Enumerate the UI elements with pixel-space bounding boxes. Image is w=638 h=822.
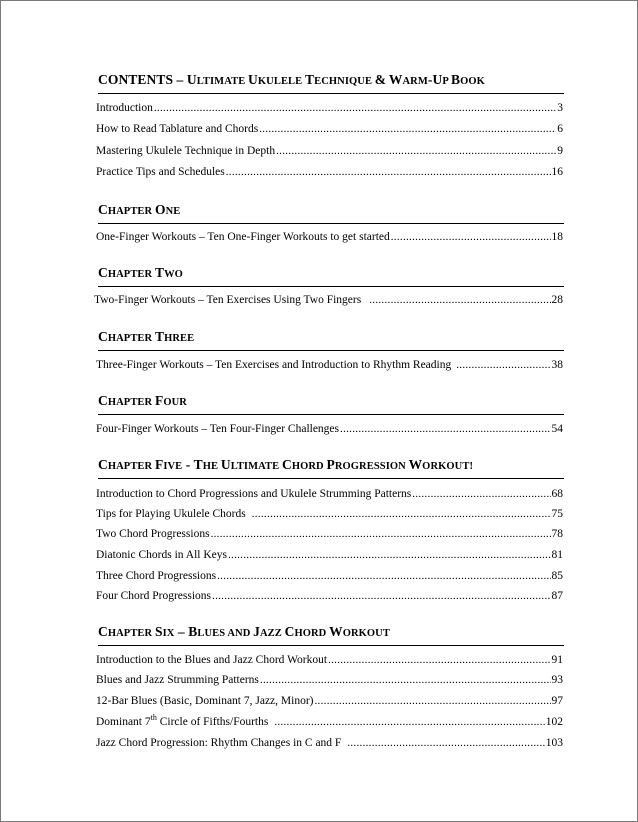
toc-entry-blues-jazz-intro[interactable]: Introduction to the Blues and Jazz Chord Workout ..... 91: [96, 652, 563, 668]
toc-entry-diatonic[interactable]: Diatonic Chords in All Keys ..... 81: [96, 547, 563, 563]
chapter-four-heading: CHAPTER FOUR: [98, 392, 564, 415]
toc-entry-four-chord[interactable]: Four Chord Progressions ..... 87: [96, 588, 563, 604]
chapter-two-heading: CHAPTER TWO: [98, 264, 564, 287]
dot-leader: [211, 526, 551, 542]
toc-entry-introduction[interactable]: Introduction ..... 3: [96, 100, 563, 116]
toc-entry-two-finger[interactable]: Two-Finger Workouts – Ten Exercises Using Two Fingers ..... 28: [94, 292, 563, 308]
toc-entry-three-chord[interactable]: Three Chord Progressions ..... 85: [96, 568, 563, 584]
toc-entry-strumming-patterns[interactable]: Blues and Jazz Strumming Patterns ..... 93: [96, 672, 563, 688]
toc-entry-two-chord[interactable]: Two Chord Progressions ..... 78: [96, 526, 563, 542]
book-title: ULTIMATE UKULELE TECHNIQUE & WARM-UP BOOK: [186, 72, 485, 87]
chapter-six-heading: CHAPTER SIX – BLUES AND JAZZ CHORD WORKOUT: [98, 623, 564, 646]
chapter-three-heading: CHAPTER THREE: [98, 328, 564, 351]
dot-leader: [315, 693, 551, 709]
toc-entry-chord-progressions-intro[interactable]: Introduction to Chord Progressions and Ukulele Strumming Patterns ..... 68: [96, 486, 563, 502]
toc-entry-tablature[interactable]: How to Read Tablature and Chords ..... 6: [96, 121, 563, 137]
toc-entry-one-finger[interactable]: One-Finger Workouts – Ten One-Finger Workouts to get started ..... 18: [96, 229, 563, 245]
dot-leader: [328, 652, 550, 668]
toc-entry-four-finger[interactable]: Four-Finger Workouts – Ten Four-Finger Challenges ..... 54: [96, 421, 563, 437]
dot-leader: [252, 506, 551, 522]
dot-leader: [228, 547, 551, 563]
dot-leader: [391, 229, 551, 245]
toc-entry-tips-chords[interactable]: Tips for Playing Ukulele Chords ..... 75: [96, 506, 563, 522]
chapter-five-heading: CHAPTER FIVE - THE ULTIMATE CHORD PROGRESSION WORKOUT!: [98, 456, 564, 479]
dot-leader: [217, 568, 550, 584]
toc-entry-circle-of-fifths[interactable]: Dominant 7th Circle of Fifths/Fourths ..... 102: [96, 714, 563, 730]
dot-leader: [340, 421, 550, 437]
dot-leader: [212, 588, 550, 604]
dot-leader: [226, 164, 551, 180]
dot-leader: [259, 121, 556, 137]
dot-leader: [412, 486, 550, 502]
toc-entry-rhythm-changes[interactable]: Jazz Chord Progression: Rhythm Changes in C and F ..... 103: [96, 735, 563, 751]
dot-leader: [369, 292, 550, 308]
dot-leader: [456, 357, 550, 373]
dot-leader: [260, 672, 551, 688]
contents-heading: CONTENTS – ULTIMATE UKULELE TECHNIQUE & WARM-UP BOOK: [98, 71, 564, 94]
chapter-one-heading: CHAPTER ONE: [98, 201, 564, 224]
dot-leader: [274, 714, 544, 730]
dot-leader: [154, 100, 556, 116]
contents-label: CONTENTS: [98, 72, 174, 87]
dot-leader: [276, 143, 556, 159]
toc-entry-practice-tips[interactable]: Practice Tips and Schedules ..... 16: [96, 164, 563, 180]
dot-leader: [347, 735, 544, 751]
toc-entry-mastering[interactable]: Mastering Ukulele Technique in Depth ..... 9: [96, 143, 563, 159]
toc-entry-12-bar-blues[interactable]: 12-Bar Blues (Basic, Dominant 7, Jazz, Minor) ..... 97: [96, 693, 563, 709]
toc-entry-three-finger[interactable]: Three-Finger Workouts – Ten Exercises and Introduction to Rhythm Reading ..... 38: [96, 357, 563, 373]
